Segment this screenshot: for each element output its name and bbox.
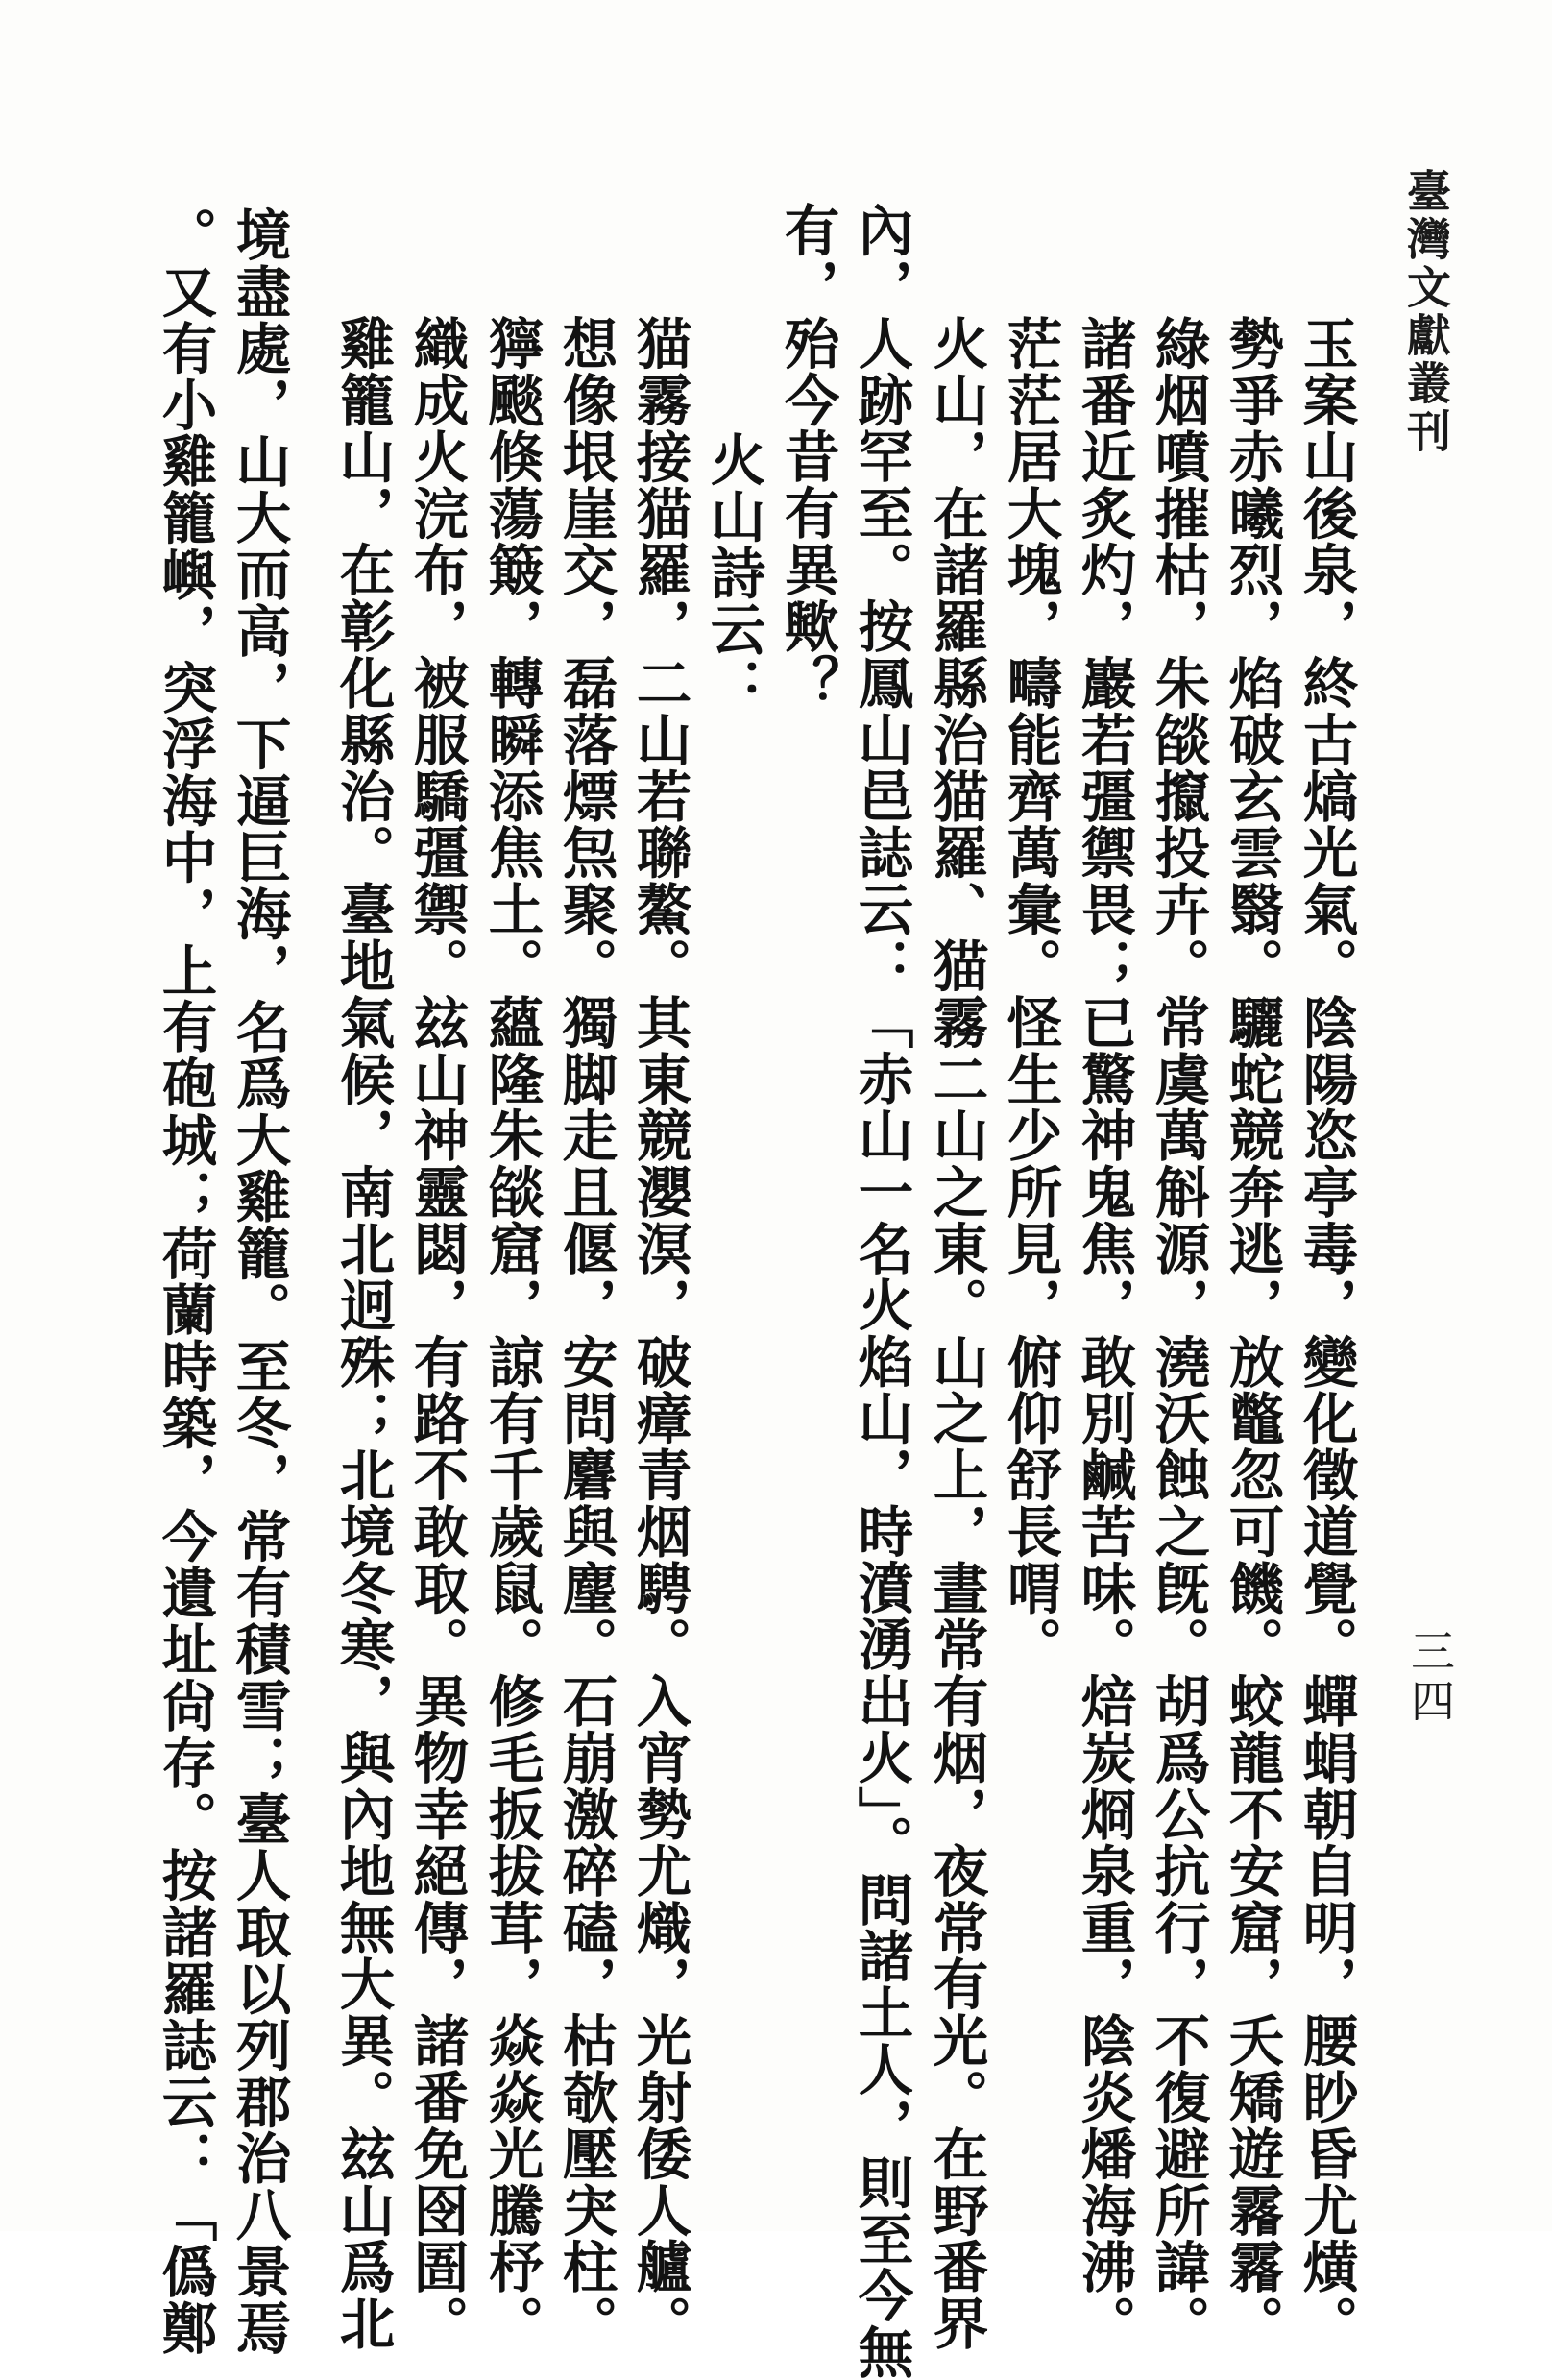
text-column-6: 火山，在諸羅縣治猫羅、猫霧二山之東。山之上，晝常有烟，夜常有光。在野番界 bbox=[924, 315, 990, 2352]
page-number: 三四 bbox=[1404, 1628, 1456, 1728]
text-column-15: 境盡處，山大而高，下逼巨海，名爲大雞籠。至冬，常有積雪；臺人取以列郡治八景焉 bbox=[227, 206, 293, 2357]
text-column-10: 猫霧接猫羅，二山若聯鰲。其東競瀴溟，破瘴青烟騁。入宵勢尤熾，光射倭人艫。 bbox=[627, 315, 693, 2352]
text-column-7: 內，人跡罕至。按鳳山邑誌云：「赤山一名火焰山，時濆湧出火」。問諸土人，則至今無 bbox=[849, 202, 915, 2380]
text-column-8: 有，殆今昔有異歟？ bbox=[775, 202, 841, 712]
text-column-3: 綠烟噴摧枯，朱燄攛投卉。常虞萬斛源，澆沃蝕之旣。胡爲公抗行，不復避所諱。 bbox=[1146, 315, 1212, 2352]
poem-title: 火山詩云： bbox=[701, 375, 767, 715]
text-column-1: 玉案山後泉，終古熇光氣。陰陽恣亭毒，變化徵道覺。蟬蜎朝自明，腰眇昏尤熿。 bbox=[1294, 315, 1360, 2352]
running-head: 臺灣文獻叢刊 bbox=[1400, 168, 1452, 456]
text-column-5: 茫茫居大塊，疇能齊萬彙。怪生少所見，俯仰舒長喟。 bbox=[998, 315, 1064, 1673]
text-column-12: 獰颷倏蕩簸，轉瞬添焦土。蘊隆朱燄窟，諒有千歲鼠。修毛扳拔茸，焱焱光騰杼。 bbox=[479, 315, 546, 2352]
text-column-16: 。又有小雞籠嶼，突浮海中，上有砲城；荷蘭時築，今遺址尙存。按諸羅誌云：「僞鄭 bbox=[153, 206, 219, 2357]
text-column-11: 想像垠崖交，磊落熛炰聚。獨脚走且偃，安問麏與麈。石崩激碎磕，枯欹壓宊柱。 bbox=[553, 315, 619, 2352]
text-column-4: 諸番近炙灼，巖若彊禦畏；已驚神鬼焦，敢別鹹苦味。焙炭烱泉重，陰炎燔海沸。 bbox=[1072, 315, 1138, 2352]
text-column-2: 勢爭赤曦烈，焰破玄雲翳。驪蛇競奔逃，放鼈忽可饑。蛟龍不安窟，夭矯遊霿霿。 bbox=[1220, 315, 1286, 2352]
text-column-14: 雞籠山，在彰化縣治。臺地氣候，南北迥殊；北境冬寒，與內地無大異。玆山爲北 bbox=[330, 315, 397, 2352]
text-column-13: 織成火浣布，被服驕彊禦。玆山神靈閟，有路不敢取。異物幸絕傳，諸番免囹圄。 bbox=[404, 315, 471, 2352]
